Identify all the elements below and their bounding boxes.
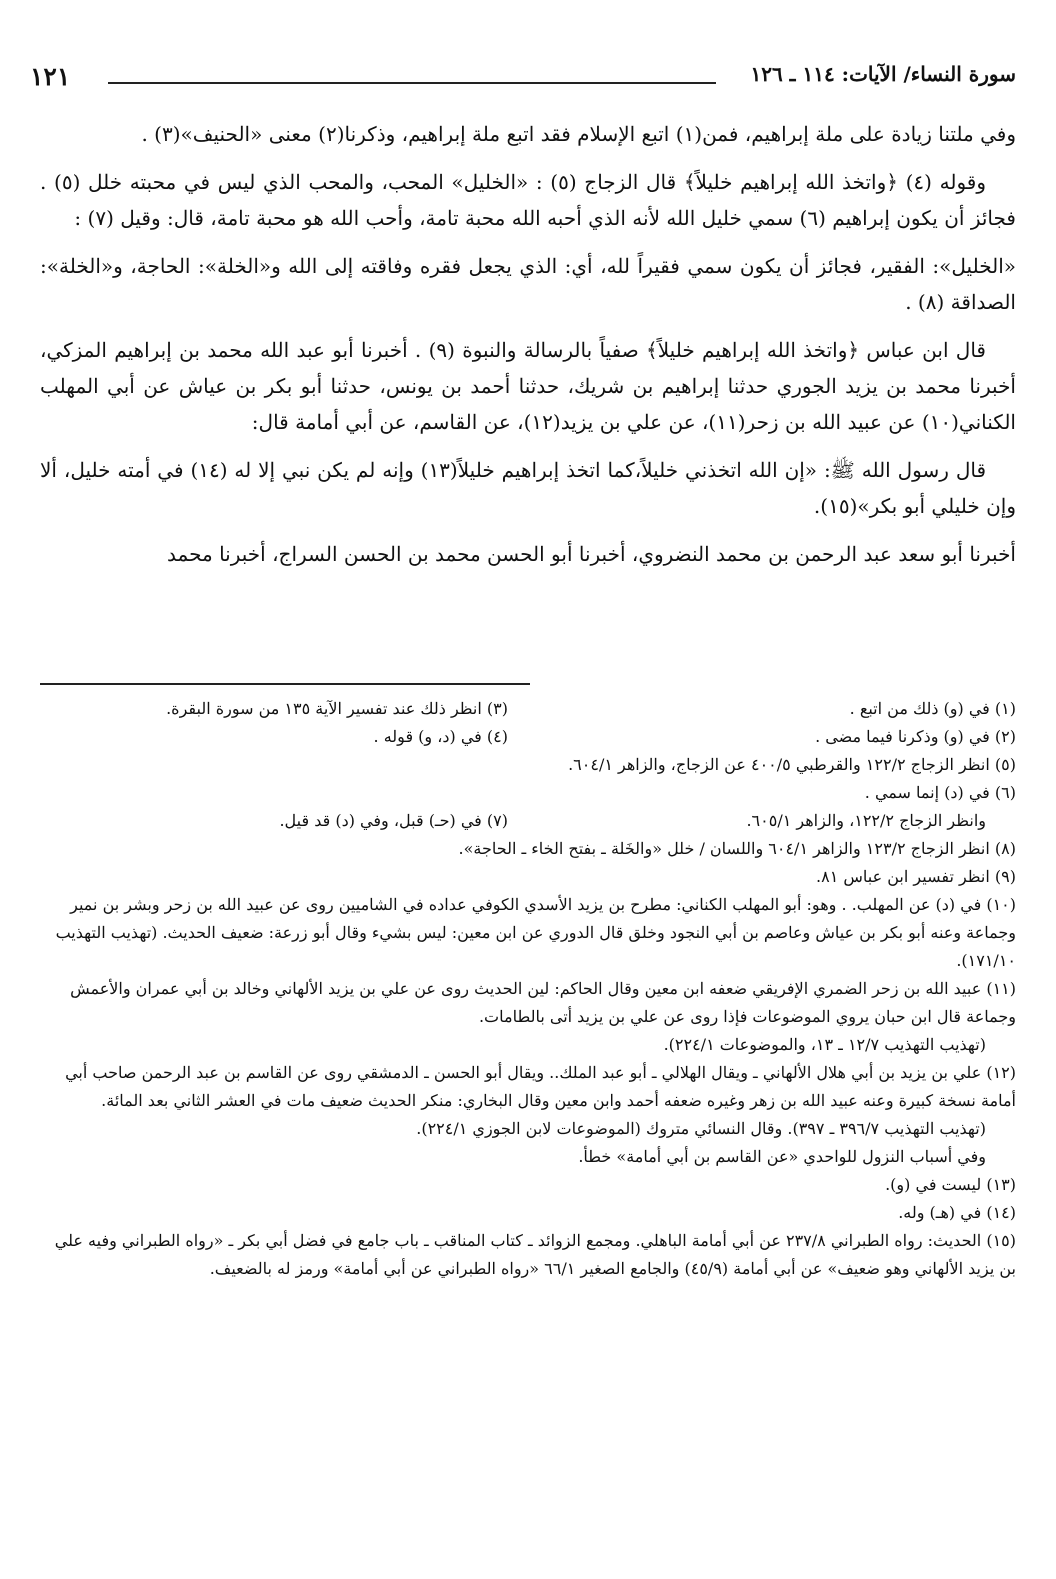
footnote-row — [40, 807, 1016, 835]
paragraph: وقوله (٤) ﴿واتخذ الله إبراهيم خليلاً﴾ قال الزجاج (٥) : «الخليل» المحب، والمحب الذي ليس في محبته خلل (٥) . فجائز أن يكون إبراهيم (٦) سمي خليل الله لأنه الذي أحبه الله محبة تامة، وأحب الله هو محبة تامة، قال: وقيل (٧) : — [40, 170, 1016, 230]
page-number: ١٢١ — [30, 62, 71, 91]
footnote: (١١) عبيد الله بن زحر الضمري الإفريقي ضعفه ابن معين وقال الحاكم: لين الحديث روى عن علي بن يزيد الألهاني وخالد بن أبي عمران والأعمش وجماعة قال ابن حبان يروي الموضوعات فإذا روى عن علي بن يزيد أتى بالطامات. — [70, 979, 1016, 1026]
footnote: (٤) في (د، و) قوله . — [373, 727, 508, 746]
footnote-continuation-text: وفي أسباب النزول للواحدي «عن القاسم بن أبي أمامة» خطأ. — [578, 1147, 986, 1166]
footnote-row — [40, 723, 1016, 751]
footnote: (٨) انظر الزجاج ١٢٣/٢ والزاهر ٦٠٤/١ واللسان / خلل «والخَلة ـ بفتح الخاء ـ الحاجة». — [458, 839, 1016, 858]
paragraph: قال ابن عباس ﴿واتخذ الله إبراهيم خليلاً﴾ صفياً بالرسالة والنبوة (٩) . أخبرنا أبو عبد الله محمد بن إبراهيم المزكي، أخبرنا محمد بن يزيد الجوري حدثنا إبراهيم بن شريك، حدثنا أحمد بن يونس، حدثنا أبو بكر بن عياش عن أبي المهلب الكناني(١٠) عن عبيد الله بن زحر(١١)، عن علي بن يزيد(١٢)، عن القاسم، عن أبي أمامة قال: — [40, 338, 1016, 434]
footnote: (١٣) ليست في (و). — [885, 1175, 1016, 1194]
footnote: (٦) في (د) إنما سمي . — [864, 783, 1016, 802]
footnote: (١٢) علي بن يزيد بن أبي هلال الألهاني ـ ويقال الهلالي ـ أبو عبد الملك.. ويقال أبو الحسن ـ الدمشقي روى عن القاسم بن عبد الرحمن صاحب أبي أمامة نسخة كبيرة وعنه عبيد الله بن زهر وغيره ضعفه أحمد وابن معين وقال البخاري: منكر الحديث ضعيف مات في العشر الثاني بعد المائة. — [65, 1063, 1016, 1110]
page-header — [30, 58, 1016, 96]
footnote: (١) في (و) ذلك من اتبع . — [849, 699, 1016, 718]
footnote-continuation — [40, 1031, 1016, 1059]
footnote-continuation — [40, 1115, 1016, 1143]
main-text — [40, 116, 1016, 584]
paragraph: أخبرنا أبو سعد عبد الرحمن بن محمد النضروي، أخبرنا أبو الحسن محمد بن الحسن السراج، أخبرنا محمد — [167, 542, 1016, 566]
paragraph: قال رسول الله ﷺ: «إن الله اتخذني خليلاً،كما اتخذ إبراهيم خليلاً(١٣) وإنه لم يكن نبي إلا له (١٤) في أمته خليل، ألا وإن خليلي أبو بكر»(١٥). — [40, 458, 1016, 518]
footnotes — [40, 695, 1016, 1283]
footnote: (١٠) في (د) عن المهلب. . وهو: أبو المهلب الكناني: مطرح بن يزيد الأسدي الكوفي عداده في الشاميين روى عن عبيد الله بن زحر وبشر بن نمير وجماعة وعنه أبو بكر بن عياش وعاصم بن أبي النجود وخلق قال الدوري عن ابن معين: ليس بشيء وقال أبو زرعة: ضعيف الحديث. (تهذيب التهذيب ١٧١/١٠). — [55, 895, 1016, 970]
footnote-continuation-text: (تهذيب التهذيب ١٢/٧ ـ ١٣، والموضوعات ٢٢٤/١). — [663, 1035, 986, 1054]
footnote-continuation-text: (تهذيب التهذيب ٣٩٦/٧ ـ ٣٩٧). وقال النسائي متروك (الموضوعات لابن الجوزي ٢٢٤/١). — [416, 1119, 986, 1138]
footnote: (٩) انظر تفسير ابن عباس ٨١. — [816, 867, 1016, 886]
footnote: (٢) في (و) وذكرنا فيما مضى . — [815, 727, 1016, 746]
running-title: سورة النساء/ الآيات: ١١٤ ـ ١٢٦ — [750, 62, 1016, 86]
footnote: (١٤) في (هـ) وله. — [898, 1203, 1016, 1222]
footnote-divider — [40, 683, 530, 685]
header-rule — [108, 82, 716, 84]
footnote-continuation — [548, 807, 1016, 835]
footnote: (٥) انظر الزجاج ١٢٢/٢ والقرطبي ٤٠٠/٥ عن الزجاج، والزاهر ٦٠٤/١. — [568, 755, 1016, 774]
footnote-continuation-text: وانظر الزجاج ١٢٢/٢، والزاهر ٦٠٥/١. — [746, 811, 986, 830]
paragraph: وفي ملتنا زيادة على ملة إبراهيم، فمن(١) اتبع الإسلام فقد اتبع ملة إبراهيم، وذكرنا(٢) معنى «الحنيف»(٣) . — [141, 122, 1016, 146]
footnote: (١٥) الحديث: رواه الطبراني ٢٣٧/٨ عن أبي أمامة الباهلي. ومجمع الزوائد ـ كتاب المناقب ـ باب جامع في فضل أبي بكر ـ «رواه الطبراني وفيه علي بن يزيد الألهاني وهو ضعيف» عن أبي أمامة (٤٥/٩) والجامع الصغير ٦٦/١ «رواه الطبراني عن أبي أمامة» ورمز له بالضعيف. — [54, 1231, 1016, 1278]
footnote: (٣) انظر ذلك عند تفسير الآية ١٣٥ من سورة البقرة. — [166, 699, 508, 718]
footnote: (٧) في (حـ) قبل، وفي (د) قد قيل. — [279, 811, 508, 830]
paragraph: «الخليل»: الفقير، فجائز أن يكون سمي فقيراً لله، أي: الذي يجعل فقره وفاقته إلى الله و«الخلة»: الحاجة، و«الخلة»: الصداقة (٨) . — [40, 254, 1016, 314]
footnote-row — [40, 695, 1016, 723]
footnote-continuation — [40, 1143, 1016, 1171]
